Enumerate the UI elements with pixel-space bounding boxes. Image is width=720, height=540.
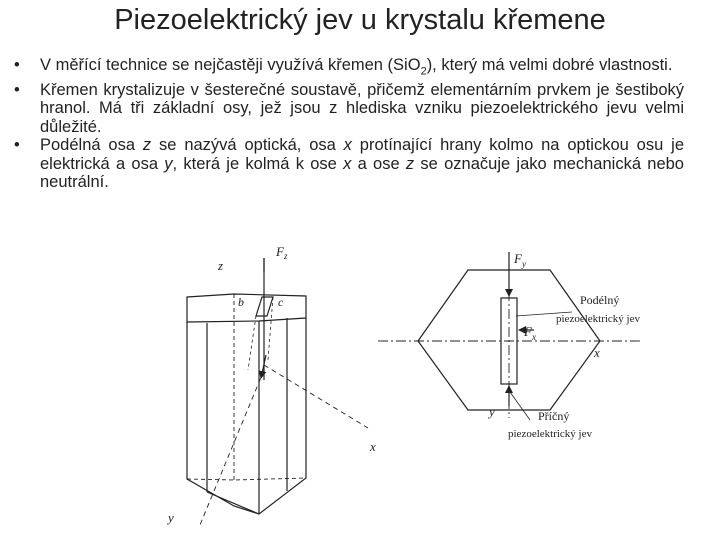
- label-fx: [523, 324, 536, 342]
- prism-labels: [166, 244, 376, 525]
- axis-symbol: x: [343, 136, 352, 155]
- bullet-text: Křemen krystalizuje v šesterečné soustavě, přičemž elementárním prvkem je šestiboký hranol. Má tři základní osy, jež jsou z hlediska vzniku piezoelektrického jevu velmi důležité.: [40, 80, 684, 136]
- y-axis-guide: [200, 370, 264, 525]
- label-fy-main: F: [514, 251, 522, 266]
- axis-symbol: x: [343, 154, 352, 173]
- bullet-text: , která je kolmá k ose: [172, 154, 344, 173]
- label-fy: [513, 251, 526, 269]
- label-fz: [275, 244, 288, 261]
- formula-subscript: 2: [420, 65, 427, 78]
- bullet-text: protínající hrany kolmo na optickou osu je elektrická a osa: [40, 136, 684, 173]
- plate-drop-line: [248, 316, 256, 370]
- bullet-marker: •: [14, 80, 20, 99]
- cross-section-labels: [487, 251, 640, 440]
- label-z: z: [218, 258, 224, 273]
- leader-transverse: [510, 392, 530, 420]
- label-y: y: [168, 510, 174, 525]
- axis-symbol: z: [142, 136, 152, 155]
- label-fz-sub: z: [283, 251, 288, 261]
- prism-bottom-edges: [187, 318, 306, 514]
- label-fx-main: F: [524, 324, 532, 339]
- prism-hidden-bottom: [187, 478, 306, 480]
- bullet-text: a ose: [351, 154, 406, 173]
- axis-symbol: y: [164, 154, 173, 173]
- bullet-text: se označuje jako mechanická nebo neutrální.: [40, 154, 684, 192]
- label-c: c: [278, 295, 284, 309]
- label-fy-sub: y: [521, 259, 526, 269]
- label-x-right: x: [594, 345, 600, 360]
- bullet-text: V měřící technice se nejčastěji využívá křemen (SiO: [40, 56, 421, 74]
- prism-front-face-bottom: [207, 492, 259, 514]
- label-fz-main: F: [276, 244, 284, 259]
- label-longitudinal-2: piezoelektrický jev: [556, 313, 640, 325]
- bullet-text: se nazývá optická, osa: [151, 136, 344, 155]
- label-transverse-1: Příčný: [538, 409, 570, 423]
- prism-top-face: [187, 294, 306, 322]
- bullet-marker: •: [14, 136, 20, 155]
- x-axis-guide: [264, 365, 368, 428]
- slide-title: Piezoelektrický jev u krystalu křemene: [114, 4, 606, 36]
- label-longitudinal-1: Podélný: [580, 293, 620, 307]
- bullet-text: ), který má velmi dobré vlastnosti.: [426, 56, 673, 74]
- label-b: b: [238, 295, 244, 309]
- bullet-marker: •: [14, 56, 20, 74]
- label-transverse-2: piezoelektrický jev: [508, 428, 592, 440]
- label-y-right: y: [489, 404, 495, 419]
- label-x: x: [370, 439, 376, 454]
- axis-symbol: z: [405, 154, 415, 173]
- bullet-text: Podélná osa: [40, 136, 143, 155]
- cross-section-diagram: [378, 252, 640, 420]
- label-fx-sub: x: [531, 332, 536, 342]
